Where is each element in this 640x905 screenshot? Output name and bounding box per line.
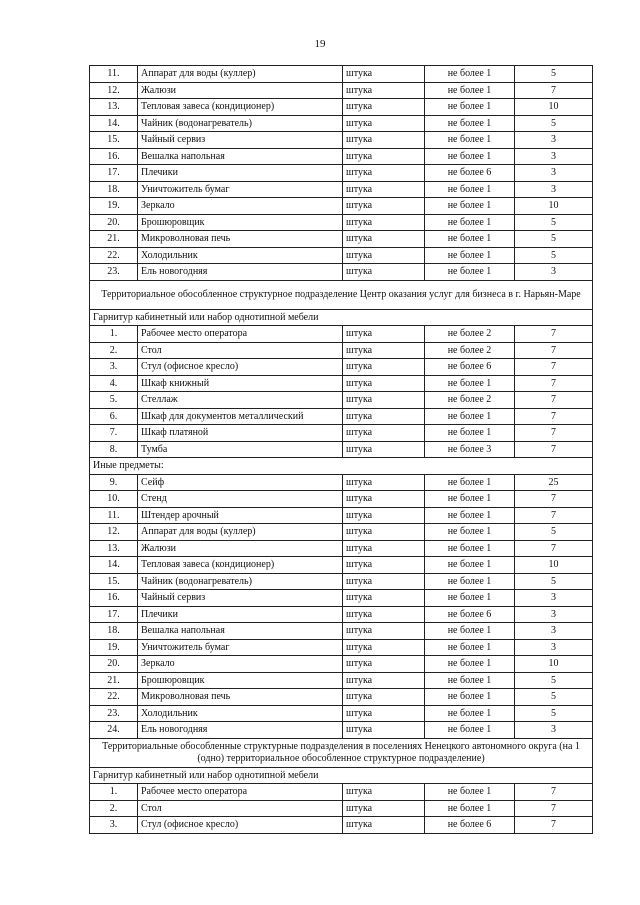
quantity-cell: не более 6: [425, 606, 515, 623]
table-row: [90, 524, 593, 541]
row-number-cell: 12.: [90, 82, 138, 99]
unit-cell: штука: [343, 623, 425, 640]
quantity-cell: не более 1: [425, 408, 515, 425]
item-name-cell: Вешалка напольная: [138, 148, 343, 165]
row-number-cell: 10.: [90, 491, 138, 508]
item-name-cell: Чайный сервиз: [138, 590, 343, 607]
section-heading-row: [90, 738, 593, 767]
quantity-cell: не более 1: [425, 264, 515, 281]
inventory-table-body: [90, 66, 593, 834]
unit-cell: штука: [343, 722, 425, 739]
unit-cell: штука: [343, 524, 425, 541]
table-row: [90, 689, 593, 706]
quantity-cell: не более 1: [425, 181, 515, 198]
table-row: [90, 165, 593, 182]
unit-cell: штука: [343, 181, 425, 198]
service-life-cell: 5: [515, 689, 593, 706]
item-name-cell: Микроволновая печь: [138, 689, 343, 706]
service-life-cell: 10: [515, 656, 593, 673]
quantity-cell: не более 1: [425, 247, 515, 264]
table-row: [90, 557, 593, 574]
service-life-cell: 3: [515, 148, 593, 165]
row-number-cell: 18.: [90, 181, 138, 198]
table-row: [90, 425, 593, 442]
table-row: [90, 705, 593, 722]
table-row: [90, 623, 593, 640]
item-name-cell: Чайник (водонагреватель): [138, 115, 343, 132]
unit-cell: штука: [343, 66, 425, 83]
row-number-cell: 21.: [90, 231, 138, 248]
section-heading: Территориальное обособленное структурное подразделение Центр оказания услуг для бизнеса в г. Нарьян-Маре: [90, 280, 593, 309]
item-name-cell: Стул (офисное кресло): [138, 359, 343, 376]
inventory-table: [89, 65, 593, 834]
unit-cell: штука: [343, 606, 425, 623]
item-name-cell: Жалюзи: [138, 82, 343, 99]
service-life-cell: 5: [515, 214, 593, 231]
quantity-cell: не более 1: [425, 705, 515, 722]
table-row: [90, 148, 593, 165]
row-number-cell: 16.: [90, 590, 138, 607]
unit-cell: штука: [343, 474, 425, 491]
table-row: [90, 342, 593, 359]
service-life-cell: 7: [515, 507, 593, 524]
unit-cell: штука: [343, 326, 425, 343]
item-name-cell: Тепловая завеса (кондиционер): [138, 557, 343, 574]
quantity-cell: не более 1: [425, 132, 515, 149]
item-name-cell: Чайник (водонагреватель): [138, 573, 343, 590]
row-number-cell: 16.: [90, 148, 138, 165]
row-number-cell: 6.: [90, 408, 138, 425]
table-row: [90, 115, 593, 132]
row-number-cell: 5.: [90, 392, 138, 409]
item-name-cell: Ель новогодняя: [138, 722, 343, 739]
table-row: [90, 573, 593, 590]
quantity-cell: не более 1: [425, 557, 515, 574]
group-heading: Гарнитур кабинетный или набор однотипной мебели: [90, 767, 593, 784]
quantity-cell: не более 1: [425, 524, 515, 541]
table-row: [90, 198, 593, 215]
table-row: [90, 817, 593, 834]
service-life-cell: 10: [515, 198, 593, 215]
row-number-cell: 11.: [90, 507, 138, 524]
quantity-cell: не более 2: [425, 326, 515, 343]
service-life-cell: 7: [515, 800, 593, 817]
service-life-cell: 7: [515, 326, 593, 343]
quantity-cell: не более 1: [425, 784, 515, 801]
table-row: [90, 639, 593, 656]
unit-cell: штука: [343, 800, 425, 817]
service-life-cell: 5: [515, 66, 593, 83]
service-life-cell: 3: [515, 165, 593, 182]
quantity-cell: не более 1: [425, 115, 515, 132]
service-life-cell: 3: [515, 722, 593, 739]
unit-cell: штука: [343, 99, 425, 116]
service-life-cell: 7: [515, 817, 593, 834]
row-number-cell: 23.: [90, 705, 138, 722]
item-name-cell: Жалюзи: [138, 540, 343, 557]
item-name-cell: Штендер арочный: [138, 507, 343, 524]
quantity-cell: не более 1: [425, 590, 515, 607]
service-life-cell: 7: [515, 491, 593, 508]
table-row: [90, 590, 593, 607]
group-heading-row: [90, 767, 593, 784]
unit-cell: штука: [343, 817, 425, 834]
table-row: [90, 784, 593, 801]
service-life-cell: 5: [515, 115, 593, 132]
table-row: [90, 672, 593, 689]
service-life-cell: 5: [515, 247, 593, 264]
row-number-cell: 20.: [90, 656, 138, 673]
table-row: [90, 722, 593, 739]
table-row: [90, 540, 593, 557]
row-number-cell: 12.: [90, 524, 138, 541]
row-number-cell: 2.: [90, 342, 138, 359]
service-life-cell: 7: [515, 425, 593, 442]
service-life-cell: 3: [515, 639, 593, 656]
table-row: [90, 408, 593, 425]
item-name-cell: Зеркало: [138, 656, 343, 673]
service-life-cell: 7: [515, 359, 593, 376]
unit-cell: штука: [343, 507, 425, 524]
item-name-cell: Ель новогодняя: [138, 264, 343, 281]
unit-cell: штука: [343, 441, 425, 458]
item-name-cell: Зеркало: [138, 198, 343, 215]
group-heading-row: [90, 458, 593, 475]
item-name-cell: Брошюровщик: [138, 214, 343, 231]
table-row: [90, 507, 593, 524]
row-number-cell: 17.: [90, 606, 138, 623]
item-name-cell: Уничтожитель бумаг: [138, 181, 343, 198]
unit-cell: штука: [343, 573, 425, 590]
unit-cell: штука: [343, 264, 425, 281]
quantity-cell: не более 1: [425, 639, 515, 656]
service-life-cell: 10: [515, 557, 593, 574]
table-row: [90, 474, 593, 491]
unit-cell: штука: [343, 198, 425, 215]
quantity-cell: не более 1: [425, 198, 515, 215]
service-life-cell: 7: [515, 392, 593, 409]
unit-cell: штука: [343, 148, 425, 165]
service-life-cell: 5: [515, 231, 593, 248]
service-life-cell: 7: [515, 784, 593, 801]
table-row: [90, 392, 593, 409]
table-row: [90, 441, 593, 458]
table-row: [90, 231, 593, 248]
quantity-cell: не более 1: [425, 214, 515, 231]
service-life-cell: 7: [515, 540, 593, 557]
unit-cell: штука: [343, 590, 425, 607]
item-name-cell: Стеллаж: [138, 392, 343, 409]
unit-cell: штука: [343, 672, 425, 689]
table-row: [90, 375, 593, 392]
quantity-cell: не более 1: [425, 375, 515, 392]
quantity-cell: не более 1: [425, 82, 515, 99]
item-name-cell: Стенд: [138, 491, 343, 508]
unit-cell: штука: [343, 132, 425, 149]
table-row: [90, 66, 593, 83]
row-number-cell: 19.: [90, 639, 138, 656]
service-life-cell: 3: [515, 590, 593, 607]
unit-cell: штука: [343, 392, 425, 409]
row-number-cell: 11.: [90, 66, 138, 83]
service-life-cell: 5: [515, 672, 593, 689]
unit-cell: штука: [343, 214, 425, 231]
quantity-cell: не более 1: [425, 623, 515, 640]
quantity-cell: не более 6: [425, 817, 515, 834]
item-name-cell: Сейф: [138, 474, 343, 491]
service-life-cell: 7: [515, 375, 593, 392]
service-life-cell: 5: [515, 573, 593, 590]
row-number-cell: 14.: [90, 557, 138, 574]
unit-cell: штука: [343, 557, 425, 574]
table-row: [90, 800, 593, 817]
service-life-cell: 7: [515, 82, 593, 99]
quantity-cell: не более 1: [425, 231, 515, 248]
unit-cell: штука: [343, 639, 425, 656]
table-row: [90, 359, 593, 376]
table-row: [90, 656, 593, 673]
row-number-cell: 1.: [90, 326, 138, 343]
quantity-cell: не более 6: [425, 359, 515, 376]
quantity-cell: не более 1: [425, 689, 515, 706]
item-name-cell: Шкаф книжный: [138, 375, 343, 392]
unit-cell: штука: [343, 784, 425, 801]
row-number-cell: 9.: [90, 474, 138, 491]
quantity-cell: не более 3: [425, 441, 515, 458]
service-life-cell: 3: [515, 606, 593, 623]
unit-cell: штука: [343, 115, 425, 132]
table-row: [90, 99, 593, 116]
row-number-cell: 23.: [90, 264, 138, 281]
quantity-cell: не более 1: [425, 148, 515, 165]
row-number-cell: 22.: [90, 247, 138, 264]
row-number-cell: 20.: [90, 214, 138, 231]
section-heading-row: [90, 280, 593, 309]
quantity-cell: не более 1: [425, 656, 515, 673]
service-life-cell: 3: [515, 132, 593, 149]
quantity-cell: не более 1: [425, 66, 515, 83]
row-number-cell: 8.: [90, 441, 138, 458]
service-life-cell: 5: [515, 524, 593, 541]
quantity-cell: не более 1: [425, 800, 515, 817]
page-number: 19: [314, 38, 326, 50]
quantity-cell: не более 1: [425, 474, 515, 491]
group-heading: Гарнитур кабинетный или набор однотипной мебели: [90, 309, 593, 326]
quantity-cell: не более 2: [425, 392, 515, 409]
service-life-cell: 10: [515, 99, 593, 116]
item-name-cell: Брошюровщик: [138, 672, 343, 689]
item-name-cell: Аппарат для воды (куллер): [138, 66, 343, 83]
row-number-cell: 21.: [90, 672, 138, 689]
table-row: [90, 82, 593, 99]
row-number-cell: 13.: [90, 540, 138, 557]
unit-cell: штука: [343, 705, 425, 722]
row-number-cell: 13.: [90, 99, 138, 116]
item-name-cell: Вешалка напольная: [138, 623, 343, 640]
service-life-cell: 3: [515, 181, 593, 198]
unit-cell: штука: [343, 540, 425, 557]
unit-cell: штука: [343, 375, 425, 392]
item-name-cell: Рабочее место оператора: [138, 326, 343, 343]
table-row: [90, 214, 593, 231]
table-row: [90, 247, 593, 264]
row-number-cell: 2.: [90, 800, 138, 817]
row-number-cell: 3.: [90, 359, 138, 376]
quantity-cell: не более 1: [425, 573, 515, 590]
table-row: [90, 264, 593, 281]
quantity-cell: не более 1: [425, 425, 515, 442]
row-number-cell: 3.: [90, 817, 138, 834]
table-row: [90, 181, 593, 198]
unit-cell: штука: [343, 491, 425, 508]
item-name-cell: Стул (офисное кресло): [138, 817, 343, 834]
group-heading-row: [90, 309, 593, 326]
row-number-cell: 4.: [90, 375, 138, 392]
quantity-cell: не более 1: [425, 99, 515, 116]
group-heading: Иные предметы:: [90, 458, 593, 475]
unit-cell: штука: [343, 165, 425, 182]
quantity-cell: не более 1: [425, 540, 515, 557]
unit-cell: штука: [343, 231, 425, 248]
row-number-cell: 18.: [90, 623, 138, 640]
item-name-cell: Микроволновая печь: [138, 231, 343, 248]
service-life-cell: 3: [515, 623, 593, 640]
row-number-cell: 1.: [90, 784, 138, 801]
unit-cell: штука: [343, 689, 425, 706]
row-number-cell: 17.: [90, 165, 138, 182]
service-life-cell: 5: [515, 705, 593, 722]
unit-cell: штука: [343, 342, 425, 359]
unit-cell: штука: [343, 247, 425, 264]
service-life-cell: 7: [515, 342, 593, 359]
item-name-cell: Аппарат для воды (куллер): [138, 524, 343, 541]
table-row: [90, 491, 593, 508]
quantity-cell: не более 1: [425, 722, 515, 739]
item-name-cell: Тепловая завеса (кондиционер): [138, 99, 343, 116]
row-number-cell: 7.: [90, 425, 138, 442]
item-name-cell: Плечики: [138, 165, 343, 182]
item-name-cell: Тумба: [138, 441, 343, 458]
service-life-cell: 3: [515, 264, 593, 281]
table-row: [90, 132, 593, 149]
item-name-cell: Холодильник: [138, 705, 343, 722]
quantity-cell: не более 1: [425, 672, 515, 689]
item-name-cell: Стол: [138, 342, 343, 359]
table-row: [90, 606, 593, 623]
section-heading: Территориальные обособленные структурные подразделения в поселениях Ненецкого автономного округа (на 1 (одно) территориальное обособленное структурное подразделение): [90, 738, 593, 767]
table-row: [90, 326, 593, 343]
quantity-cell: не более 1: [425, 507, 515, 524]
quantity-cell: не более 1: [425, 491, 515, 508]
item-name-cell: Шкаф для документов металлический: [138, 408, 343, 425]
item-name-cell: Плечики: [138, 606, 343, 623]
row-number-cell: 22.: [90, 689, 138, 706]
row-number-cell: 15.: [90, 132, 138, 149]
unit-cell: штука: [343, 359, 425, 376]
item-name-cell: Чайный сервиз: [138, 132, 343, 149]
unit-cell: штука: [343, 408, 425, 425]
unit-cell: штука: [343, 82, 425, 99]
row-number-cell: 15.: [90, 573, 138, 590]
unit-cell: штука: [343, 425, 425, 442]
row-number-cell: 24.: [90, 722, 138, 739]
quantity-cell: не более 2: [425, 342, 515, 359]
row-number-cell: 14.: [90, 115, 138, 132]
item-name-cell: Стол: [138, 800, 343, 817]
unit-cell: штука: [343, 656, 425, 673]
service-life-cell: 25: [515, 474, 593, 491]
item-name-cell: Уничтожитель бумаг: [138, 639, 343, 656]
item-name-cell: Холодильник: [138, 247, 343, 264]
item-name-cell: Рабочее место оператора: [138, 784, 343, 801]
quantity-cell: не более 6: [425, 165, 515, 182]
row-number-cell: 19.: [90, 198, 138, 215]
service-life-cell: 7: [515, 408, 593, 425]
item-name-cell: Шкаф платяной: [138, 425, 343, 442]
service-life-cell: 7: [515, 441, 593, 458]
